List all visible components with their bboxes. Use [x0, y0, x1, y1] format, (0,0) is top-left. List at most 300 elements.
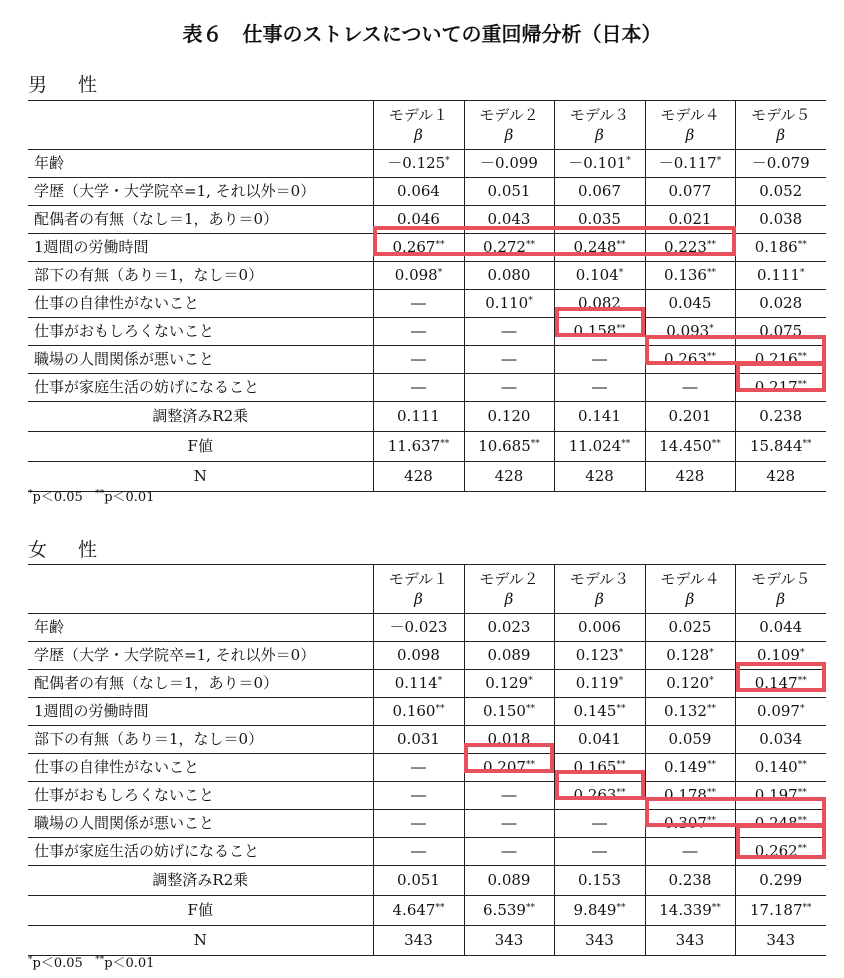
coefficient-cell	[554, 866, 645, 896]
significance-mark: **	[525, 240, 535, 250]
coefficient-cell	[735, 896, 826, 926]
row-label: 学歴（大学・大学院卒=1, それ以外＝0）	[28, 642, 373, 670]
significance-mark: **	[621, 439, 631, 449]
coefficient-cell	[735, 782, 826, 810]
cell-value: 0.077	[668, 182, 712, 200]
model-name: モデル１	[388, 570, 449, 588]
coefficient-cell	[373, 234, 464, 262]
cell-value: 0.097	[757, 702, 800, 720]
cell-value: 0.248	[573, 238, 617, 256]
significance-mark: *	[528, 296, 533, 306]
stat-row	[28, 896, 826, 926]
coefficient-cell	[464, 670, 554, 698]
table-row	[28, 318, 826, 346]
significance-mark: **	[711, 439, 721, 449]
cell-value: 0.104	[575, 266, 619, 284]
header-corner	[28, 101, 373, 150]
cell-value: 0.006	[578, 618, 621, 636]
cell-value: 0.140	[754, 758, 798, 776]
significance-mark: **	[797, 788, 807, 798]
coefficient-cell	[735, 432, 826, 462]
cell-value: 0.267	[392, 238, 436, 256]
significance-mark: **	[797, 760, 807, 770]
row-label: 仕事がおもしろくないこと	[28, 782, 373, 810]
cell-value: 0.145	[573, 702, 617, 720]
coefficient-cell	[645, 178, 735, 206]
coefficient-cell	[645, 926, 735, 956]
coefficient-cell	[735, 642, 826, 670]
row-label: 職場の人間関係が悪いこと	[28, 346, 373, 374]
coefficient-cell	[373, 896, 464, 926]
coefficient-cell	[464, 290, 554, 318]
cell-value: 11.637	[387, 437, 441, 455]
coefficient-cell	[554, 810, 645, 838]
significance-mark: **	[711, 903, 721, 913]
coefficient-cell	[373, 670, 464, 698]
cell-value: 0.051	[397, 871, 440, 889]
coefficient-cell	[464, 810, 554, 838]
coefficient-cell	[554, 782, 645, 810]
cell-value: ―	[411, 294, 426, 312]
cell-value: 0.307	[664, 814, 707, 832]
significance-mark: *	[437, 676, 443, 686]
cell-value: 0.238	[668, 871, 712, 889]
beta-symbol: β	[776, 590, 786, 608]
male-regression-table	[28, 100, 826, 492]
significance-mark: *	[437, 268, 443, 278]
coefficient-cell	[554, 698, 645, 726]
significance-mark: **	[802, 903, 812, 913]
cell-value: ―	[411, 350, 426, 368]
row-label: 仕事がおもしろくないこと	[28, 318, 373, 346]
coefficient-cell	[373, 642, 464, 670]
significance-mark: **	[706, 816, 716, 826]
coefficient-cell	[373, 614, 464, 642]
cell-value: ―	[592, 378, 607, 396]
cell-value: ―	[411, 842, 426, 860]
coefficient-cell	[735, 810, 826, 838]
coefficient-cell	[464, 782, 554, 810]
coefficient-cell	[373, 150, 464, 178]
cell-value: 0.120	[487, 407, 531, 425]
significance-mark: *	[618, 268, 624, 278]
row-label: N	[28, 926, 373, 956]
female-regression-table	[28, 564, 826, 956]
coefficient-cell	[645, 866, 735, 896]
table-title: 表６ 仕事のストレスについての重回帰分析（日本）	[182, 22, 662, 46]
cell-value: 0.111	[757, 266, 800, 284]
coefficient-cell	[554, 726, 645, 754]
cell-value: 0.089	[487, 871, 531, 889]
significance-mark: **	[435, 903, 445, 913]
coefficient-cell	[735, 346, 826, 374]
coefficient-cell	[464, 462, 554, 492]
cell-value: 0.147	[754, 674, 798, 692]
significance-mark: **	[797, 816, 807, 826]
table-row	[28, 206, 826, 234]
coefficient-cell	[554, 178, 645, 206]
cell-value: 0.082	[578, 294, 621, 312]
cell-value: 9.849	[573, 901, 617, 919]
coefficient-cell	[645, 896, 735, 926]
coefficient-cell	[464, 262, 554, 290]
significance-mark: *	[716, 156, 722, 166]
table-row	[28, 670, 826, 698]
model-name: モデル２	[479, 570, 539, 588]
cell-value: ―	[501, 350, 517, 368]
beta-symbol: β	[595, 590, 604, 608]
significance-mark: **	[616, 324, 626, 334]
coefficient-cell	[735, 262, 826, 290]
table-row	[28, 838, 826, 866]
coefficient-cell	[464, 374, 554, 402]
cell-value: 0.023	[487, 618, 531, 636]
beta-symbol: β	[414, 126, 423, 144]
cell-value: 0.238	[759, 407, 803, 425]
row-label: F値	[28, 896, 373, 926]
coefficient-cell	[645, 642, 735, 670]
coefficient-cell	[464, 614, 554, 642]
cell-value: 0.120	[666, 674, 710, 692]
model-header	[464, 565, 554, 614]
significance-mark: *	[528, 676, 533, 686]
cell-value: 11.024	[568, 437, 622, 455]
row-label: N	[28, 462, 373, 492]
coefficient-cell	[554, 206, 645, 234]
significance-mark: **	[797, 676, 807, 686]
stat-row	[28, 926, 826, 956]
significance-mark: **	[802, 439, 812, 449]
table-row	[28, 782, 826, 810]
cell-value: 428	[675, 467, 705, 485]
coefficient-cell	[735, 178, 826, 206]
coefficient-cell	[554, 670, 645, 698]
coefficient-cell	[464, 178, 554, 206]
cell-value: 14.339	[659, 901, 712, 919]
beta-symbol: β	[504, 126, 514, 144]
cell-value: 428	[404, 467, 433, 485]
cell-value: 0.021	[668, 210, 712, 228]
stat-row	[28, 432, 826, 462]
coefficient-cell	[645, 726, 735, 754]
cell-value: 343	[675, 931, 705, 949]
model-name: モデル４	[660, 570, 720, 588]
coefficient-cell	[554, 402, 645, 432]
coefficient-cell	[554, 432, 645, 462]
model-header	[554, 101, 645, 150]
row-label: 仕事の自律性がないこと	[28, 290, 373, 318]
coefficient-cell	[373, 206, 464, 234]
cell-value: ―	[501, 786, 517, 804]
cell-value: ―	[411, 814, 426, 832]
significance-mark: **	[530, 439, 540, 449]
cell-value: 0.035	[578, 210, 621, 228]
cell-value: ―	[682, 378, 698, 396]
coefficient-cell	[735, 670, 826, 698]
significance-mark: **	[435, 240, 445, 250]
coefficient-cell	[645, 290, 735, 318]
row-label: 年齢	[28, 614, 373, 642]
model-header	[735, 565, 826, 614]
significance-mark: *	[799, 648, 805, 658]
coefficient-cell	[735, 402, 826, 432]
coefficient-cell	[464, 150, 554, 178]
coefficient-cell	[735, 462, 826, 492]
cell-value: 0.025	[668, 618, 712, 636]
cell-value: 0.098	[394, 266, 438, 284]
row-label: 職場の人間関係が悪いこと	[28, 810, 373, 838]
cell-value: 0.160	[392, 702, 436, 720]
cell-value: 0.031	[397, 730, 440, 748]
cell-value: 0.216	[754, 350, 798, 368]
coefficient-cell	[464, 754, 554, 782]
cell-value: 0.028	[759, 294, 803, 312]
cell-value: 343	[766, 931, 796, 949]
table-row	[28, 754, 826, 782]
significance-mark: **	[440, 439, 450, 449]
coefficient-cell	[464, 346, 554, 374]
cell-value: 0.098	[397, 646, 440, 664]
female-significance-note: *p＜0.05 **p＜0.01	[28, 955, 155, 971]
row-label: 仕事が家庭生活の妨げになること	[28, 838, 373, 866]
male-section-label: 男 性	[28, 74, 104, 96]
coefficient-cell	[373, 262, 464, 290]
coefficient-cell	[645, 262, 735, 290]
cell-value: 0.186	[754, 238, 798, 256]
cell-value: 10.685	[478, 437, 531, 455]
coefficient-cell	[735, 318, 826, 346]
row-label: 部下の有無（あり＝1，なし＝0）	[28, 726, 373, 754]
cell-value: 0.045	[668, 294, 712, 312]
significance-mark: **	[525, 760, 535, 770]
header-corner	[28, 565, 373, 614]
coefficient-cell	[554, 926, 645, 956]
cell-value: ―	[411, 786, 426, 804]
cell-value: ―	[411, 378, 426, 396]
coefficient-cell	[464, 206, 554, 234]
cell-value: 0.018	[487, 730, 531, 748]
coefficient-cell	[554, 614, 645, 642]
cell-value: 15.844	[750, 437, 803, 455]
model-header	[735, 101, 826, 150]
model-header	[373, 101, 464, 150]
row-label: 1週間の労働時間	[28, 234, 373, 262]
coefficient-cell	[373, 432, 464, 462]
cell-value: ―	[501, 378, 517, 396]
significance-mark: *	[799, 268, 805, 278]
cell-value: 4.647	[392, 901, 436, 919]
cell-value: 0.141	[578, 407, 621, 425]
coefficient-cell	[373, 462, 464, 492]
coefficient-cell	[373, 926, 464, 956]
cell-value: 0.110	[485, 294, 529, 312]
cell-value: －0.023	[389, 618, 448, 636]
cell-value: 0.272	[483, 238, 526, 256]
significance-mark: **	[616, 760, 626, 770]
significance-mark: **	[706, 352, 716, 362]
table-row	[28, 810, 826, 838]
significance-mark: **	[616, 240, 626, 250]
cell-value: 0.248	[754, 814, 798, 832]
cell-value: 17.187	[750, 901, 803, 919]
cell-value: ―	[411, 758, 426, 776]
coefficient-cell	[373, 782, 464, 810]
cell-value: 0.044	[759, 618, 803, 636]
cell-value: 428	[585, 467, 614, 485]
significance-mark: **	[616, 903, 626, 913]
cell-value: 0.153	[578, 871, 621, 889]
coefficient-cell	[735, 754, 826, 782]
cell-value: 0.043	[487, 210, 531, 228]
cell-value: 0.119	[575, 674, 619, 692]
beta-symbol: β	[685, 590, 695, 608]
model-header	[645, 565, 735, 614]
coefficient-cell	[373, 838, 464, 866]
male-significance-note: *p＜0.05 **p＜0.01	[28, 489, 155, 505]
cell-value: 0.123	[575, 646, 619, 664]
cell-value: －0.099	[480, 154, 538, 172]
table-row	[28, 374, 826, 402]
coefficient-cell	[464, 926, 554, 956]
coefficient-cell	[464, 402, 554, 432]
coefficient-cell	[554, 462, 645, 492]
cell-value: －0.101	[568, 154, 627, 172]
model-header	[373, 565, 464, 614]
coefficient-cell	[464, 866, 554, 896]
cell-value: ―	[501, 814, 517, 832]
model-name: モデル３	[569, 106, 630, 124]
model-name: モデル１	[388, 106, 449, 124]
cell-value: －0.117	[658, 154, 717, 172]
cell-value: ―	[592, 842, 607, 860]
significance-mark: *	[799, 704, 805, 714]
cell-value: 0.197	[754, 786, 798, 804]
cell-value: －0.079	[751, 154, 810, 172]
coefficient-cell	[645, 150, 735, 178]
coefficient-cell	[645, 462, 735, 492]
model-name: モデル５	[751, 570, 811, 588]
coefficient-cell	[645, 374, 735, 402]
model-header	[464, 101, 554, 150]
coefficient-cell	[464, 234, 554, 262]
cell-value: 0.207	[483, 758, 526, 776]
coefficient-cell	[735, 234, 826, 262]
coefficient-cell	[735, 838, 826, 866]
stat-row	[28, 402, 826, 432]
coefficient-cell	[464, 838, 554, 866]
cell-value: 0.041	[578, 730, 621, 748]
cell-value: 343	[494, 931, 524, 949]
cell-value: 0.178	[664, 786, 707, 804]
cell-value: 0.165	[573, 758, 617, 776]
significance-mark: *	[626, 156, 631, 166]
cell-value: 0.034	[759, 730, 803, 748]
coefficient-cell	[554, 642, 645, 670]
beta-symbol: β	[685, 126, 695, 144]
stat-row	[28, 866, 826, 896]
cell-value: ―	[501, 322, 517, 340]
coefficient-cell	[645, 206, 735, 234]
cell-value: 0.059	[668, 730, 712, 748]
beta-symbol: β	[776, 126, 786, 144]
cell-value: ―	[592, 350, 607, 368]
coefficient-cell	[735, 374, 826, 402]
row-label: F値	[28, 432, 373, 462]
beta-symbol: β	[414, 590, 423, 608]
row-label: 年齢	[28, 150, 373, 178]
coefficient-cell	[645, 782, 735, 810]
model-header	[554, 565, 645, 614]
cell-value: 0.114	[394, 674, 438, 692]
coefficient-cell	[554, 896, 645, 926]
coefficient-cell	[554, 838, 645, 866]
row-label: 調整済みR2乗	[28, 402, 373, 432]
cell-value: 0.111	[397, 407, 440, 425]
beta-symbol: β	[504, 590, 514, 608]
coefficient-cell	[464, 318, 554, 346]
cell-value: 0.299	[759, 871, 803, 889]
coefficient-cell	[373, 726, 464, 754]
significance-mark: **	[525, 903, 535, 913]
cell-value: 0.217	[754, 378, 798, 396]
coefficient-cell	[735, 150, 826, 178]
table-row	[28, 262, 826, 290]
cell-value: 0.158	[573, 322, 617, 340]
cell-value: 0.262	[754, 842, 798, 860]
cell-value: 0.052	[759, 182, 803, 200]
cell-value: 0.149	[664, 758, 707, 776]
row-label: 仕事の自律性がないこと	[28, 754, 373, 782]
row-label: 仕事が家庭生活の妨げになること	[28, 374, 373, 402]
cell-value: 0.064	[397, 182, 440, 200]
model-header	[645, 101, 735, 150]
coefficient-cell	[554, 290, 645, 318]
coefficient-cell	[464, 642, 554, 670]
coefficient-cell	[735, 726, 826, 754]
significance-mark: *	[709, 676, 714, 686]
row-label: 学歴（大学・大学院卒=1, それ以外＝0）	[28, 178, 373, 206]
coefficient-cell	[554, 234, 645, 262]
significance-mark: **	[706, 268, 716, 278]
cell-value: 14.450	[659, 437, 712, 455]
row-label: 配偶者の有無（なし＝1，あり＝0）	[28, 670, 373, 698]
cell-value: 0.223	[664, 238, 707, 256]
cell-value: ―	[501, 842, 517, 860]
table-row	[28, 726, 826, 754]
cell-value: 0.132	[664, 702, 707, 720]
model-name: モデル４	[660, 106, 720, 124]
coefficient-cell	[645, 614, 735, 642]
cell-value: 0.136	[664, 266, 707, 284]
coefficient-cell	[464, 896, 554, 926]
coefficient-cell	[735, 866, 826, 896]
cell-value: ―	[411, 322, 426, 340]
coefficient-cell	[373, 754, 464, 782]
coefficient-cell	[373, 178, 464, 206]
coefficient-cell	[554, 754, 645, 782]
cell-value: 0.263	[664, 350, 707, 368]
coefficient-cell	[373, 318, 464, 346]
coefficient-cell	[645, 670, 735, 698]
significance-mark: *	[618, 648, 624, 658]
cell-value: 0.201	[668, 407, 712, 425]
significance-mark: **	[797, 844, 807, 854]
female-section-label: 女 性	[28, 539, 104, 561]
cell-value: 428	[766, 467, 796, 485]
coefficient-cell	[645, 346, 735, 374]
model-name: モデル３	[569, 570, 630, 588]
cell-value: 0.128	[666, 646, 710, 664]
